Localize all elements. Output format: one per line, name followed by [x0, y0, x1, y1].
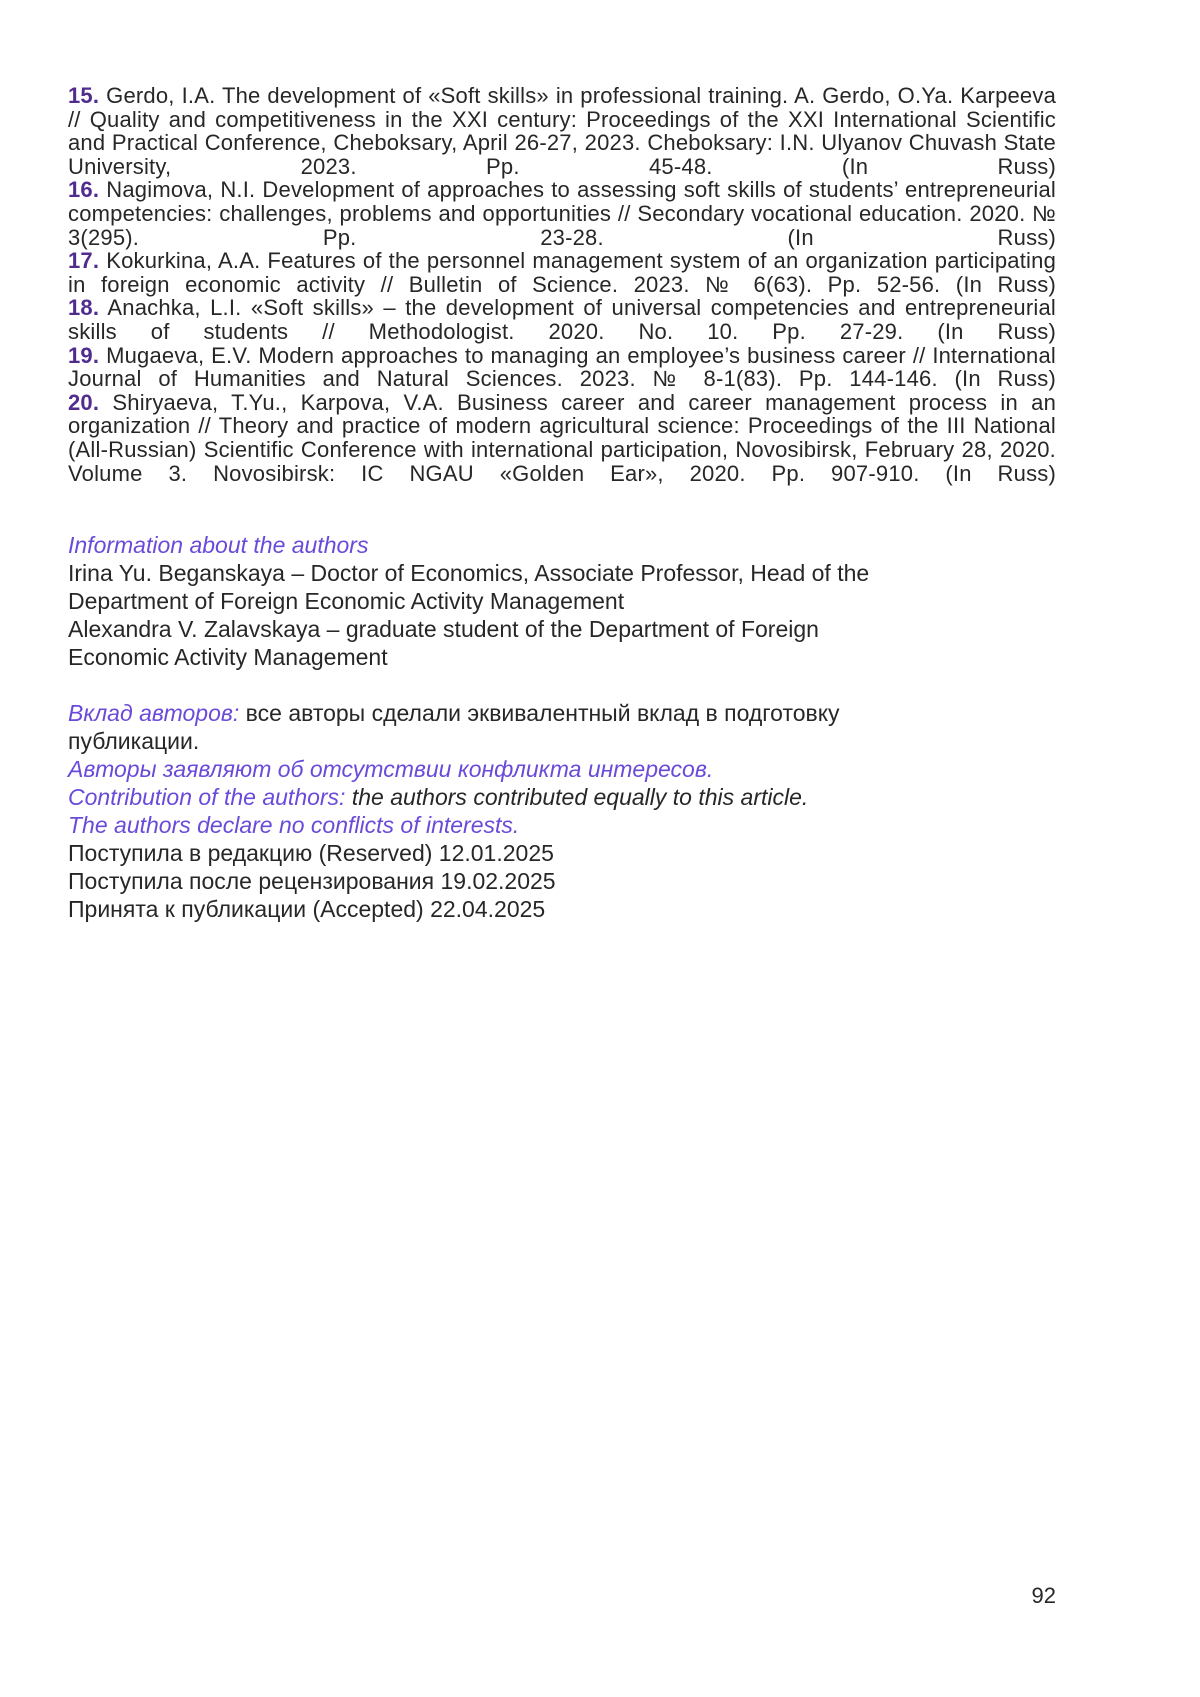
contribution-en-line	[68, 783, 1056, 811]
reference-item	[68, 178, 1056, 249]
reference-text: Kokurkina, A.A. Features of the personnel management system of an organization participating in foreign economic activity // Bulletin of Science. 2023. № 6(63). Pp. 52-56. (In Russ)	[68, 248, 1056, 297]
authors-info-section	[68, 531, 1056, 671]
reference-number: 15.	[68, 83, 100, 108]
page-number: 92	[1031, 1583, 1056, 1608]
reference-number: 17.	[68, 248, 100, 274]
reference-item	[68, 391, 1056, 485]
author-line: Irina Yu. Beganskaya – Doctor of Economics, Associate Professor, Head of the Department of Foreign Economic Activity Management	[68, 560, 870, 615]
authors-info-heading: Information about the authors	[68, 532, 369, 559]
reference-item	[68, 344, 1056, 391]
contribution-ru-label: Вклад авторов:	[68, 700, 240, 727]
page-content	[68, 84, 1056, 923]
contribution-en-label: Contribution of the authors:	[68, 784, 346, 811]
accepted-date-line: Принята к публикации (Accepted) 22.04.2025	[68, 896, 546, 923]
references-section	[68, 84, 1056, 485]
reference-item	[68, 84, 1056, 178]
reference-text: Gerdo, I.A. The development of «Soft skills» in professional training. A. Gerdo, O.Ya. Karpeeva // Quality and competitiveness in the XXI century: Proceedings of the XXI International Scientific and Practical Conference, Cheboksary, April 26-27, 2023. Cheboksary: I.N. Ulyanov Chuvash State University, 2023. Pp. 45-48. (In Russ)	[68, 83, 1057, 179]
reviewed-date-line: Поступила после рецензирования 19.02.2025	[68, 868, 556, 895]
contribution-ru-text: все авторы сделали эквивалентный вклад в подготовку публикации.	[68, 700, 840, 755]
author-line: Alexandra V. Zalavskaya – graduate student of the Department of Foreign Economic Activity Management	[68, 616, 819, 671]
reference-number: 16.	[68, 177, 100, 203]
contribution-en-text: the authors contributed equally to this article.	[351, 784, 809, 811]
reference-number: 18.	[68, 295, 100, 321]
reference-number: 19.	[68, 342, 100, 368]
conflict-statement-ru: Авторы заявляют об отсутствии конфликта интересов.	[68, 756, 714, 783]
reference-text: Shiryaeva, T.Yu., Karpova, V.A. Business career and career management process in an organization // Theory and practice of modern agricultural science: Proceedings of the III National (All-Russian) Scientific Conference with international participation, Novosibirsk, February 28, 2020. Volume 3. Novosibirsk: IC NGAU «Golden Ear», 2020. Pp. 907-910. (In Russ)	[68, 389, 1057, 486]
reference-item	[68, 296, 1056, 343]
contribution-notes-section	[68, 699, 1056, 923]
reference-text: Nagimova, N.I. Development of approaches to assessing soft skills of students’ entrepreneurial competencies: challenges, problems and opportunities // Secondary vocational education. 2020. № 3(295). Pp. 23-28. (In Russ)	[68, 177, 1057, 250]
conflict-statement-en: The authors declare no conflicts of interests.	[68, 812, 520, 839]
received-date-line: Поступила в редакцию (Reserved) 12.01.2025	[68, 840, 554, 867]
reference-item	[68, 249, 1056, 296]
reference-number: 20.	[68, 389, 100, 415]
reference-text: Anachka, L.I. «Soft skills» – the development of universal competencies and entrepreneurial skills of students // Methodologist. 2020. No. 10. Pp. 27-29. (In Russ)	[68, 295, 1056, 344]
contribution-ru-line	[68, 699, 1056, 755]
reference-text: Mugaeva, E.V. Modern approaches to managing an employee’s business career // International Journal of Humanities and Natural Sciences. 2023. № 8-1(83). Pp. 144-146. (In Russ)	[68, 342, 1057, 392]
